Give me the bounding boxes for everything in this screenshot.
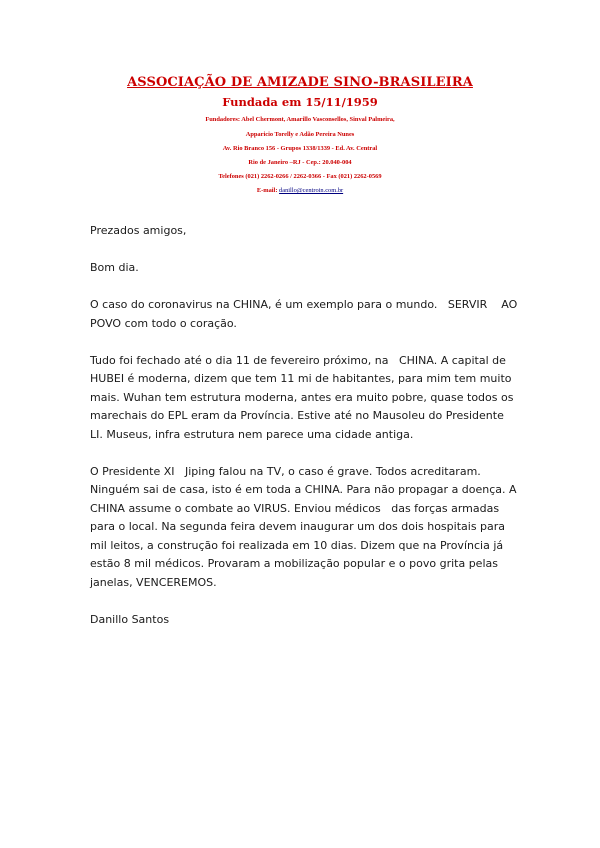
founders-line-1: Fundadores: Abel Chermont, Amarillo Vasconsellos, Sinval Palmeira,	[205, 116, 395, 123]
letter-salutation: Bom dia.	[90, 261, 139, 274]
email-link[interactable]: danillo@centroin.com.br	[279, 187, 344, 194]
organization-name: ASSOCIAÇÃO DE AMIZADE SINO-BRASILEIRA	[127, 75, 473, 90]
phone-numbers: Telefones (021) 2262-0266 / 2262-0366 - Fax (021) 2262-0569	[218, 173, 382, 180]
address-line-2: Rio de Janeiro –RJ - Cep.: 20.040-004	[248, 159, 352, 166]
letter-paragraph-2: Tudo foi fechado até o dia 11 de fevereiro próximo, na CHINA. A capital de HUBEI é moderna, dizem que tem 11 mi de habitantes, para mim tem muito mais. Wuhan tem estrutura moderna, antes era muito pobre, quase todos os marechais do EPL eram da Província. Estive até no Mausoleu do Presidente LI. Museus, infra estrutura nem parece uma cidade antiga.	[90, 353, 517, 441]
letter-greeting: Prezados amigos,	[90, 224, 187, 237]
letter-signature: Danillo Santos	[90, 612, 170, 626]
letter-body	[90, 222, 532, 648]
email-line	[0, 186, 600, 195]
letter-paragraph-1: O caso do coronavirus na CHINA, é um exemplo para o mundo. SERVIR AO POVO com todo o coração.	[90, 298, 532, 330]
founders-line-2: Apparicio Torelly e Adão Pereira Nunes	[245, 131, 355, 138]
letterhead	[0, 74, 600, 195]
founded-date: Fundada em 15/11/1959	[222, 95, 378, 109]
address-line-1: Av. Rio Branco 156 - Grupos 1338/1339 - Ed. Av. Central	[222, 145, 378, 152]
letter-paragraph-3: O Presidente XI Jiping falou na TV, o caso é grave. Todos acreditaram. Ninguém sai de casa, isto é em toda a CHINA. Para não propagar a doença. A CHINA assume o combate ao VIRUS. Enviou médicos das forças armadas para o local. Na segunda feira devem inaugurar um dos dois hospitais para mil leitos, a construção foi realizada em 10 dias. Dizem que na Província já estão 8 mil médicos. Provaram a mobilização popular e o povo grita pelas janelas, VENCEREMOS.	[90, 464, 521, 589]
email-label: E-mail:	[256, 187, 280, 194]
